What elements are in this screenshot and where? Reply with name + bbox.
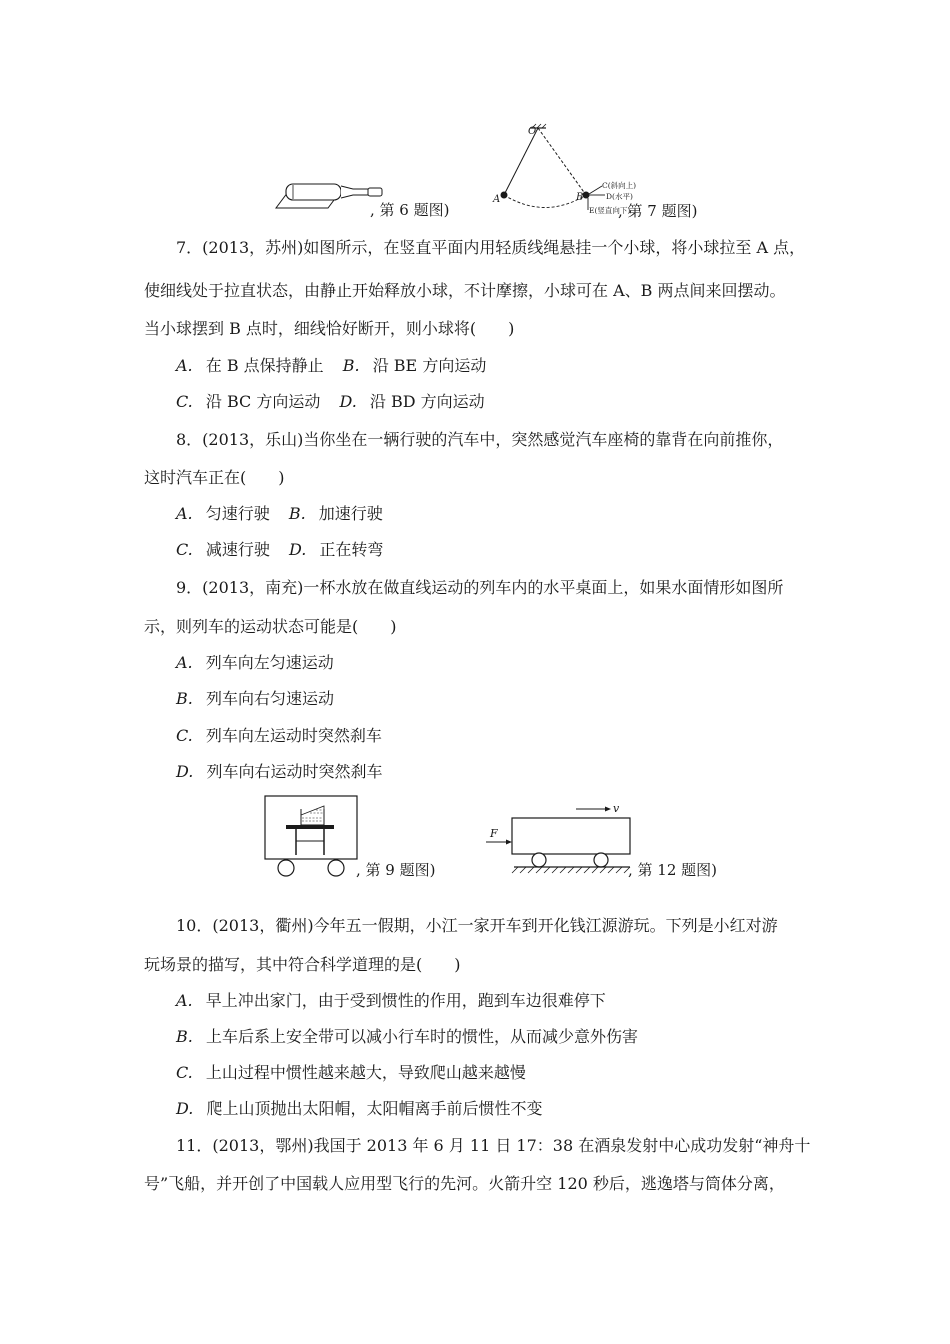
option-text: 在 B 点保持静止: [205, 356, 324, 375]
q9-option-d: [176, 761, 382, 783]
option-text: 爬上山顶抛出太阳帽，太阳帽离手前后惯性不变: [206, 1099, 543, 1118]
option-text: 匀速行驶: [205, 504, 270, 523]
fig12-label-f: F: [490, 827, 498, 840]
option-letter: C.: [176, 540, 193, 559]
q9-option-c: [176, 725, 382, 747]
q7-options-row-2: [176, 391, 485, 413]
option-letter: A.: [176, 504, 193, 523]
option-text: 列车向右运动时突然刹车: [206, 762, 383, 781]
option-letter: B.: [288, 504, 306, 523]
option-letter: D.: [176, 762, 194, 781]
option-text: 加速行驶: [318, 504, 383, 523]
q8-options-row-2: [176, 539, 383, 561]
option-letter: A.: [176, 653, 193, 672]
q9-option-a: [176, 652, 334, 674]
q9-line-2: 示，则列车的运动状态可能是( ): [144, 617, 397, 636]
fig9-caption: , 第 9 题图): [356, 861, 436, 879]
fig7-label-b: B: [576, 192, 584, 203]
q9-option-b: [176, 688, 334, 710]
option-letter: A.: [176, 991, 193, 1010]
q10-option-b: [176, 1026, 638, 1048]
fig7-label-d: D(水平): [606, 192, 633, 201]
fig7-label-c: C(斜向上): [602, 181, 637, 190]
q8-options-row-1: [176, 503, 383, 525]
fig7-caption: , 第 7 题图): [618, 202, 698, 220]
q10-line-2: 玩场景的描写，其中符合科学道理的是( ): [144, 955, 461, 974]
option-text: 上车后系上安全带可以减小行车时的惯性，从而减少意外伤害: [205, 1027, 638, 1046]
q8-line-2: 这时汽车正在( ): [144, 468, 285, 487]
option-text: 沿 BD 方向运动: [369, 392, 485, 411]
option-letter: D.: [339, 392, 357, 411]
q11-line-1: 11．(2013，鄂州)我国于 2013 年 6 月 11 日 17：38 在酒泉发射中心成功发射“神舟十: [176, 1136, 811, 1155]
option-text: 减速行驶: [205, 540, 270, 559]
option-text: 列车向左匀速运动: [205, 653, 334, 672]
option-letter: B.: [342, 356, 360, 375]
fig7-diagram: [490, 122, 637, 222]
option-text: 上山过程中惯性越来越大，导致爬山越来越慢: [205, 1063, 526, 1082]
option-letter: B.: [176, 689, 193, 708]
option-text: 早上冲出家门，由于受到惯性的作用，跑到车边很难停下: [205, 991, 606, 1010]
q10-line-1: 10．(2013，衢州)今年五一假期，小江一家开车到开化钱江源游玩。下列是小红对游: [176, 916, 778, 935]
q9-line-1: 9．(2013，南充)一杯水放在做直线运动的列车内的水平桌面上，如果水面情形如图所: [176, 578, 784, 597]
q11-line-2: 号”飞船，并开创了中国载人应用型飞行的先河。火箭升空 120 秒后，逃逸塔与筒体分离，: [144, 1174, 785, 1193]
option-letter: C.: [176, 726, 193, 745]
fig12-caption: , 第 12 题图): [628, 861, 718, 879]
q7-options-row-1: [176, 355, 486, 377]
fig7-label-e: E(竖直向下): [589, 206, 631, 215]
option-letter: D.: [288, 540, 307, 559]
option-letter: C.: [176, 1063, 193, 1082]
option-text: 列车向右匀速运动: [205, 689, 334, 708]
fig12-label-v: v: [613, 802, 620, 815]
q7-line-3: 当小球摆到 B 点时，细线恰好断开，则小球将( ): [144, 319, 515, 338]
option-text: 列车向左运动时突然刹车: [205, 726, 382, 745]
option-text: 沿 BE 方向运动: [372, 356, 487, 375]
q10-option-d: [176, 1098, 542, 1120]
fig9-diagram: [264, 795, 364, 880]
fig7-label-o: O: [528, 126, 537, 137]
q10-option-a: [176, 990, 606, 1012]
q7-line-2: 使细线处于拉直状态，由静止开始释放小球，不计摩擦，小球可在 A、B 两点间来回摆动。: [144, 281, 786, 300]
option-letter: D.: [176, 1099, 194, 1118]
fig7-label-a: A: [493, 194, 501, 205]
fig6-caption: , 第 6 题图): [370, 201, 450, 219]
q7-line-1: 7．(2013，苏州)如图所示，在竖直平面内用轻质线绳悬挂一个小球，将小球拉至 A 点，: [176, 238, 806, 257]
option-letter: B.: [176, 1027, 193, 1046]
q10-option-c: [176, 1062, 526, 1084]
fig12-diagram: [484, 800, 634, 880]
option-text: 沿 BC 方向运动: [205, 392, 321, 411]
option-letter: A.: [176, 356, 193, 375]
q8-line-1: 8．(2013，乐山)当你坐在一辆行驶的汽车中，突然感觉汽车座椅的靠背在向前推你，: [176, 430, 784, 449]
option-letter: C.: [176, 392, 193, 411]
option-text: 正在转弯: [319, 540, 384, 559]
